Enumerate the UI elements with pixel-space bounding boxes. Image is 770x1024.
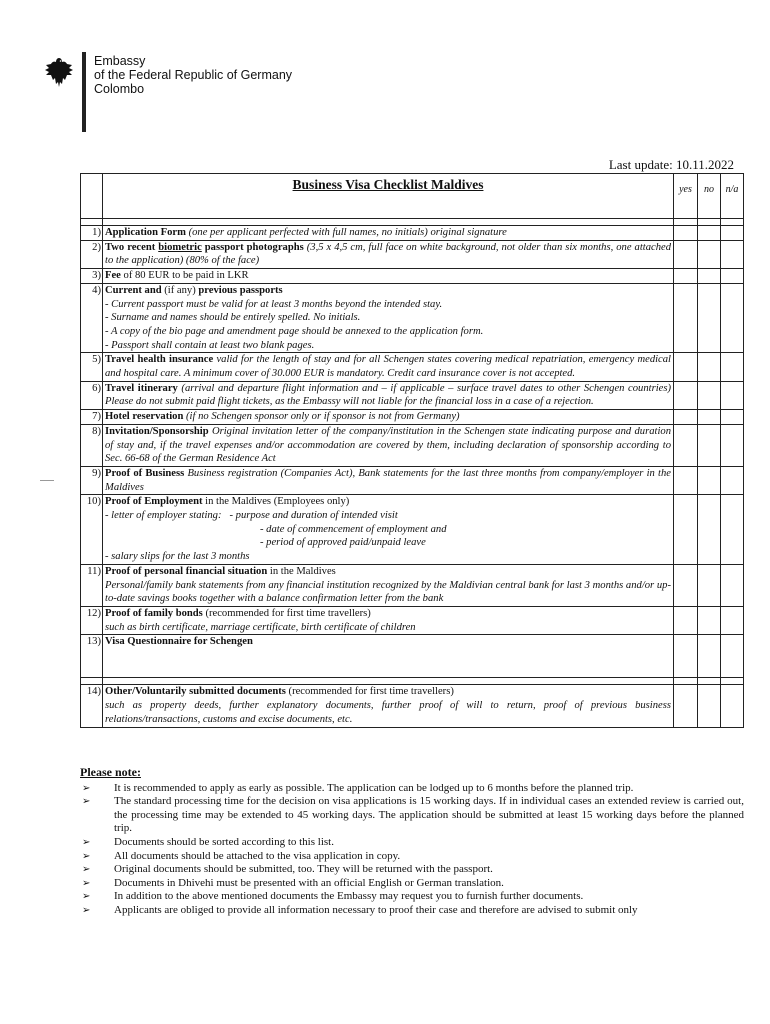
table-row: 3) Fee of 80 EUR to be paid in LKR [81,269,744,284]
yes-checkbox[interactable] [674,283,698,353]
note-item: ➢ Documents in Dhivehi must be presented with an official English or German translation. [82,876,504,889]
note-item: ➢ Original documents should be submitted, too. They will be returned with the passport. [82,863,493,876]
yes-checkbox[interactable] [674,564,698,606]
arrowhead-bullet-icon: ➢ [82,904,91,916]
note-item: ➢ In addition to the above mentioned documents the Embassy may request you to furnish further documents. [82,890,584,903]
no-checkbox[interactable] [698,685,721,727]
embassy-line-2: of the Federal Republic of Germany [94,68,293,82]
no-checkbox[interactable] [698,269,721,284]
table-row: 4) Current and (if any) previous passports - Current passport must be valid for at least 3 months beyond the intended stay. - Surname and names should be entirely spelled. No initials. - A copy of the bio page and amendment page should be annexed to the application form. - Passport shall contain at least two blank pages. [81,283,744,353]
na-checkbox[interactable] [721,466,744,494]
note-item: ➢ It is recommended to apply as early as possible. The application can be lodged up to 6 months before the planned trip. [82,781,634,794]
na-checkbox[interactable] [721,226,744,241]
table-row: 5) Travel health insurance valid for the length of stay and for all Schengen states covering medical repatriation, emergency medical and hospital care. A minimum cover of 30.000 EUR is mandatory. Credit card insurance cover is not accepted. [81,353,744,381]
margin-mark [40,480,54,481]
no-checkbox[interactable] [698,240,721,268]
na-checkbox[interactable] [721,269,744,284]
yes-checkbox[interactable] [674,353,698,381]
yes-checkbox[interactable] [674,466,698,494]
table-row: 6) Travel itinerary (arrival and departure flight information and – if applicable – surface travel dates to other Schengen countries) Please do not submit paid flight tickets, as the Embassy will not liable for the financial loss in a case of a rejection. [81,381,744,409]
note-item: ➢ Documents should be sorted according to this list. [82,835,334,848]
yes-checkbox[interactable] [674,226,698,241]
yes-checkbox[interactable] [674,240,698,268]
no-checkbox[interactable] [698,410,721,425]
na-checkbox[interactable] [721,564,744,606]
na-checkbox[interactable] [721,685,744,727]
table-header-row [81,174,744,219]
table-row: 1) Application Form (one per applicant perfected with full names, no initials) original signature [81,226,744,241]
na-checkbox[interactable] [721,606,744,634]
notes-title: Please note: [80,765,141,779]
yes-checkbox[interactable] [674,606,698,634]
na-checkbox[interactable] [721,495,744,565]
no-checkbox[interactable] [698,424,721,466]
no-checkbox[interactable] [698,353,721,381]
na-checkbox[interactable] [721,353,744,381]
table-row: 7) Hotel reservation (if no Schengen sponsor only or if sponsor is not from Germany) [81,410,744,425]
checklist-table [80,173,744,728]
note-item: ➢ The standard processing time for the decision on visa applications is 15 working days. If in individual cases an extended review is carried out, the processing time may be extended to 45 working days. The application should be submitted at least 15 working days before the planned trip. [82,795,744,835]
table-row: 8) Invitation/Sponsorship Original invitation letter of the company/institution in the Schengen state indicating purpose and duration of stay and, if the travel expenses and/or accommodation are covered by them, including declaration of sponsorship according to Sec. 66-68 of the German Residence Act [81,424,744,466]
checklist-title: Business Visa Checklist Maldives [103,174,674,219]
table-row: 11) Proof of personal financial situation in the Maldives Personal/family bank statements from any financial institution recognized by the Maldivian central bank for last 3 months and/or up-to-date savings books together with a balance confirmation letter from the bank [81,564,744,606]
na-checkbox[interactable] [721,424,744,466]
arrowhead-bullet-icon: ➢ [82,796,91,808]
arrowhead-bullet-icon: ➢ [82,864,91,876]
notes-list [80,782,744,918]
na-checkbox[interactable] [721,635,744,678]
table-row: 14) Other/Voluntarily submitted documents (recommended for first time travellers) such as property deeds, further explanatory documents, further proof of will to return, proof of previous business relations/transactions, customs and excise documents, etc. [81,685,744,727]
no-checkbox[interactable] [698,564,721,606]
embassy-line-3: Colombo [94,82,145,96]
header-divider [82,52,86,132]
yes-checkbox[interactable] [674,635,698,678]
last-update: Last update: 10.11.2022 [608,157,734,172]
embassy-name [94,54,292,96]
no-checkbox[interactable] [698,283,721,353]
col-na: n/a [721,174,744,219]
table-row: 2) Two recent biometric passport photographs (3,5 x 4,5 cm, full face on white background, not older than six months, one attached to the application) (80% of the face) [81,240,744,268]
yes-checkbox[interactable] [674,495,698,565]
arrowhead-bullet-icon: ➢ [82,850,91,862]
na-checkbox[interactable] [721,381,744,409]
arrowhead-bullet-icon: ➢ [82,782,91,794]
note-item: ➢ Applicants are obliged to provide all information necessary to proof their case and therefore are advised to submit only [82,903,638,916]
yes-checkbox[interactable] [674,269,698,284]
table-row: 13) Visa Questionnaire for Schengen [81,635,744,678]
arrowhead-bullet-icon: ➢ [82,891,91,903]
arrowhead-bullet-icon: ➢ [82,836,91,848]
col-no: no [698,174,721,219]
no-checkbox[interactable] [698,466,721,494]
note-item: ➢ All documents should be attached to the visa application in copy. [82,849,401,862]
no-checkbox[interactable] [698,226,721,241]
table-row: 9) Proof of Business Business registration (Companies Act), Bank statements for the last three months from company/employer in the Maldives [81,466,744,494]
arrowhead-bullet-icon: ➢ [82,877,91,889]
notes-section [80,766,744,918]
na-checkbox[interactable] [721,410,744,425]
yes-checkbox[interactable] [674,410,698,425]
no-checkbox[interactable] [698,381,721,409]
yes-checkbox[interactable] [674,381,698,409]
embassy-line-1: Embassy [94,54,146,68]
col-yes: yes [674,174,698,219]
no-checkbox[interactable] [698,635,721,678]
yes-checkbox[interactable] [674,685,698,727]
table-row: 10) Proof of Employment in the Maldives (Employees only) - letter of employer stating: - purpose and duration of intended visit - date of commencement of employment and - period of approved paid/unpaid leave - salary slips for the last 3 months [81,495,744,565]
na-checkbox[interactable] [721,240,744,268]
no-checkbox[interactable] [698,606,721,634]
table-row: 12) Proof of family bonds (recommended for first time travellers) such as birth certificate, marriage certificate, birth certificate of children [81,606,744,634]
na-checkbox[interactable] [721,283,744,353]
no-checkbox[interactable] [698,495,721,565]
yes-checkbox[interactable] [674,424,698,466]
federal-eagle-icon [44,56,74,88]
